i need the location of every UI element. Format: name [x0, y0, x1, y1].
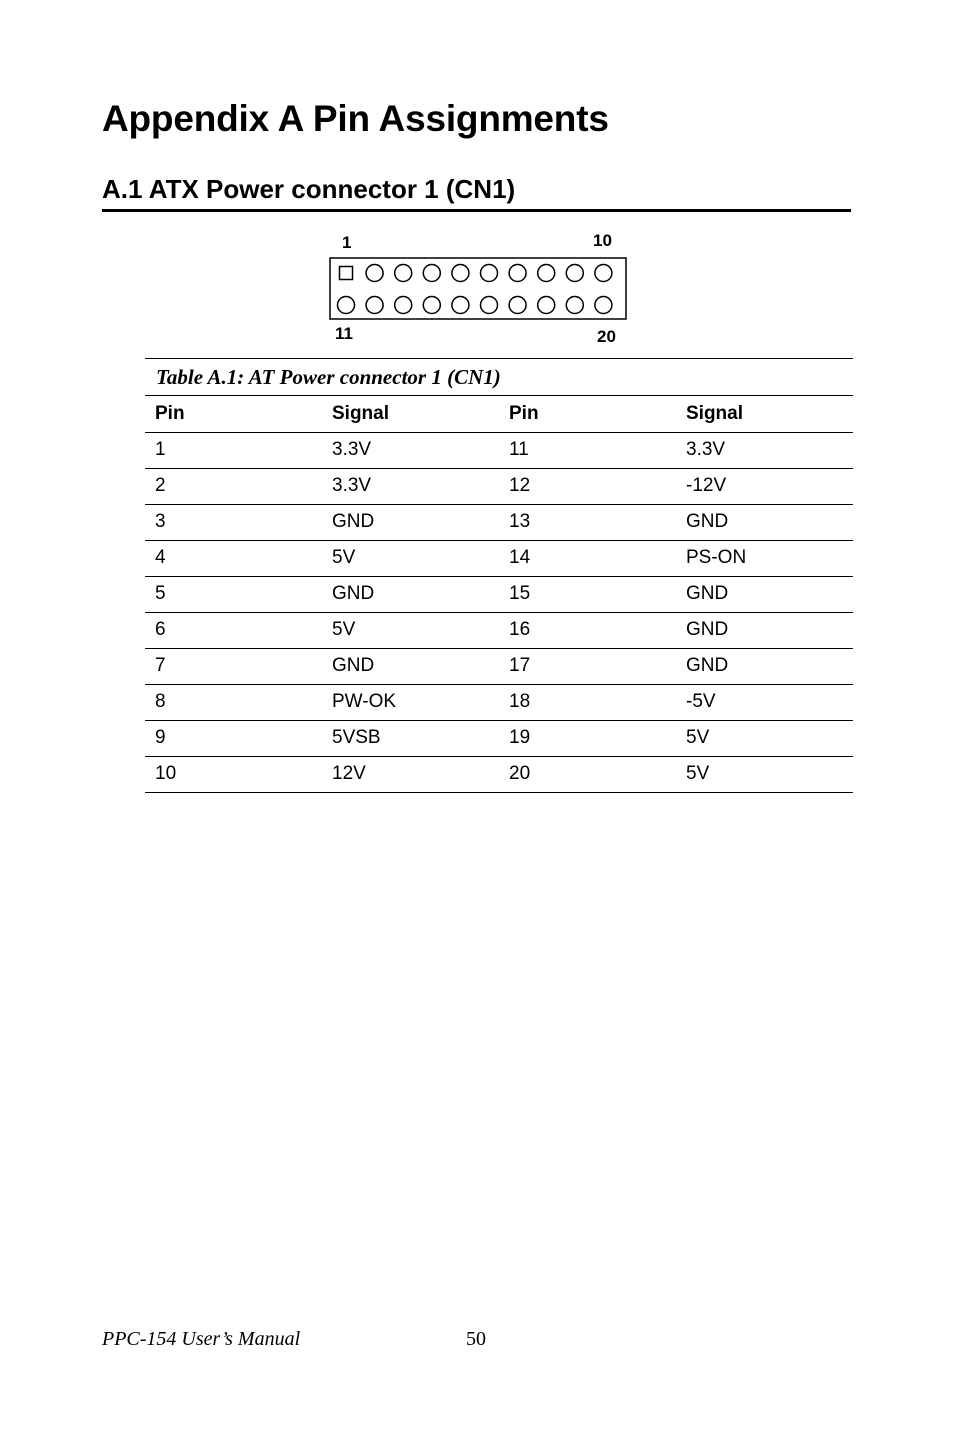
pin-cell: 11 — [499, 432, 676, 468]
signal-cell: 5V — [322, 612, 499, 648]
connector-pin-16 — [481, 297, 498, 314]
pin-cell: 17 — [499, 648, 676, 684]
pin-cell: 3 — [145, 504, 322, 540]
connector-pin-1 — [340, 267, 353, 280]
signal-cell: 5VSB — [322, 720, 499, 756]
section-divider — [102, 209, 851, 212]
connector-pin-10 — [595, 265, 612, 282]
column-header-signal: Signal — [322, 396, 499, 432]
footer-manual-title: PPC-154 User’s Manual — [102, 1328, 301, 1350]
pin-cell: 6 — [145, 612, 322, 648]
signal-cell: 3.3V — [322, 468, 499, 504]
table-row — [145, 720, 853, 756]
pin-cell: 12 — [499, 468, 676, 504]
pin-cell: 1 — [145, 432, 322, 468]
connector-pin-3 — [395, 265, 412, 282]
pin-cell: 4 — [145, 540, 322, 576]
column-header-signal-2: Signal — [676, 396, 853, 432]
signal-cell: PS-ON — [676, 540, 853, 576]
signal-cell: -5V — [676, 684, 853, 720]
signal-cell: GND — [322, 576, 499, 612]
signal-cell: 3.3V — [322, 432, 499, 468]
table-row — [145, 432, 853, 468]
table-row — [145, 612, 853, 648]
pin-cell: 5 — [145, 576, 322, 612]
connector-pin-20 — [595, 297, 612, 314]
connector-pin-19 — [566, 297, 583, 314]
pin-cell: 16 — [499, 612, 676, 648]
connector-pin-7 — [509, 265, 526, 282]
column-header-pin: Pin — [145, 396, 322, 432]
table-row — [145, 468, 853, 504]
table-row — [145, 576, 853, 612]
pin-label-11: 11 — [335, 324, 353, 343]
pin-cell: 14 — [499, 540, 676, 576]
pin-cell: 8 — [145, 684, 322, 720]
table-header-row — [145, 396, 853, 432]
pin-table-container — [145, 358, 853, 793]
section-title: A.1 ATX Power connector 1 (CN1) — [102, 174, 516, 204]
pin-label-20: 20 — [597, 327, 616, 346]
signal-cell: PW-OK — [322, 684, 499, 720]
connector-diagram — [325, 228, 635, 348]
connector-pin-2 — [366, 265, 383, 282]
pin-cell: 15 — [499, 576, 676, 612]
pin-cell: 2 — [145, 468, 322, 504]
connector-pin-18 — [538, 297, 555, 314]
signal-cell: GND — [676, 576, 853, 612]
footer-page-number: 50 — [466, 1328, 486, 1350]
table-row — [145, 648, 853, 684]
connector-pin-17 — [509, 297, 526, 314]
signal-cell: 5V — [676, 756, 853, 792]
signal-cell: GND — [676, 612, 853, 648]
pin-cell: 19 — [499, 720, 676, 756]
signal-cell: GND — [676, 648, 853, 684]
pin-cell: 20 — [499, 756, 676, 792]
signal-cell: GND — [322, 648, 499, 684]
table-row — [145, 504, 853, 540]
column-header-pin-2: Pin — [499, 396, 676, 432]
connector-pin-8 — [538, 265, 555, 282]
pin-cell: 18 — [499, 684, 676, 720]
connector-pin-13 — [395, 297, 412, 314]
signal-cell: GND — [322, 504, 499, 540]
table-caption: Table A.1: AT Power connector 1 (CN1) — [145, 358, 853, 396]
connector-pin-14 — [423, 297, 440, 314]
table-row — [145, 684, 853, 720]
pin-cell: 9 — [145, 720, 322, 756]
table-row — [145, 540, 853, 576]
connector-pin-9 — [566, 265, 583, 282]
pin-cell: 13 — [499, 504, 676, 540]
signal-cell: GND — [676, 504, 853, 540]
pin-table — [145, 396, 853, 793]
pin-group — [338, 265, 612, 314]
pin-label-1: 1 — [342, 233, 352, 252]
signal-cell: 12V — [322, 756, 499, 792]
signal-cell: -12V — [676, 468, 853, 504]
table-row — [145, 756, 853, 792]
pin-label-10: 10 — [593, 231, 612, 250]
signal-cell: 5V — [676, 720, 853, 756]
signal-cell: 5V — [322, 540, 499, 576]
pin-cell: 10 — [145, 756, 322, 792]
connector-pin-5 — [452, 265, 469, 282]
connector-pin-11 — [338, 297, 355, 314]
connector-pin-15 — [452, 297, 469, 314]
page-title: Appendix A Pin Assignments — [102, 98, 609, 139]
connector-pin-6 — [481, 265, 498, 282]
connector-pin-4 — [423, 265, 440, 282]
connector-pin-12 — [366, 297, 383, 314]
pin-cell: 7 — [145, 648, 322, 684]
signal-cell: 3.3V — [676, 432, 853, 468]
